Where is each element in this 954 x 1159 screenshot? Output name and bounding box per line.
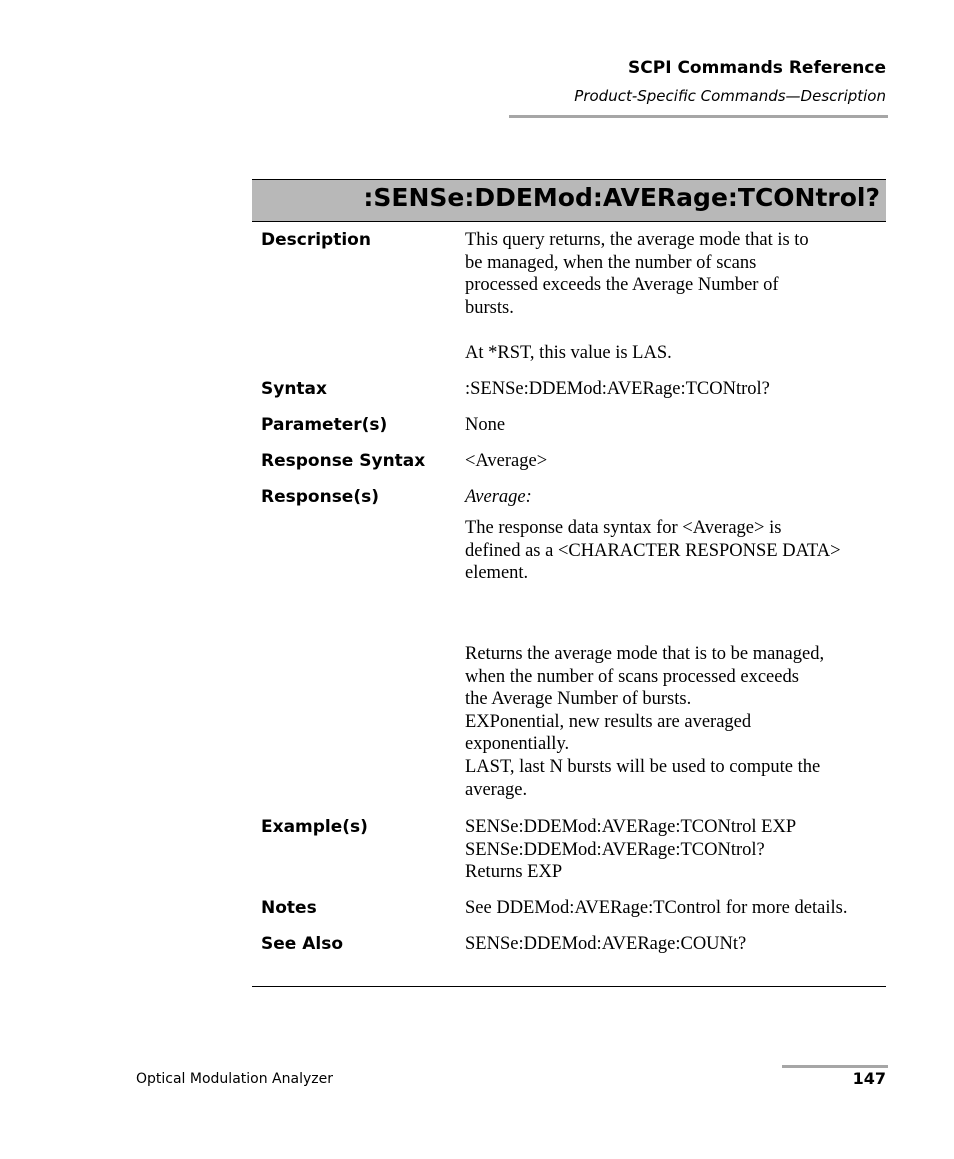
response-detail-line: Returns the average mode that is to be managed, [465, 644, 825, 664]
response-detail [465, 643, 885, 801]
description-text [465, 229, 885, 319]
reset-note [465, 342, 885, 365]
response-detail-line: average. [465, 779, 528, 800]
running-header-title: SCPI Commands Reference [628, 58, 886, 78]
examples-value [465, 816, 885, 884]
footer-rule [782, 1065, 888, 1068]
description-line: This query returns, the average mode that is to [465, 230, 809, 250]
see-also-label: See Also [261, 934, 344, 954]
response-syntax-value [465, 450, 885, 473]
reset-note-text: At *RST, this value is LAS. [465, 343, 672, 363]
parameters-label: Parameter(s) [261, 415, 388, 435]
response-syntax-line: defined as a <CHARACTER RESPONSE DATA> [465, 540, 841, 561]
response-name-text: Average: [465, 487, 532, 507]
page-number: 147 [852, 1069, 886, 1088]
response-name [465, 486, 885, 509]
response-detail-line: the Average Number of bursts. [465, 689, 692, 710]
table-bottom-rule [252, 986, 886, 987]
parameters-value [465, 414, 885, 437]
command-title: :SENSe:DDEMod:AVERage:TCONtrol? [363, 183, 880, 212]
syntax-label: Syntax [261, 379, 327, 399]
description-label: Description [261, 230, 371, 250]
response-detail-line: EXPonential, new results are averaged [465, 711, 752, 732]
header-rule [509, 115, 888, 118]
example-line: Returns EXP [465, 862, 563, 883]
example-line: SENSe:DDEMod:AVERage:TCONtrol? [465, 839, 765, 860]
notes-value [465, 897, 885, 920]
response-syntax-text: <Average> [465, 451, 548, 471]
parameters-text: None [465, 415, 506, 435]
notes-label: Notes [261, 898, 317, 918]
footer-product-name: Optical Modulation Analyzer [136, 1071, 333, 1087]
description-line: be managed, when the number of scans [465, 252, 757, 273]
examples-label: Example(s) [261, 817, 368, 837]
see-also-value [465, 933, 885, 956]
description-line: processed exceeds the Average Number of [465, 275, 779, 296]
description-line: bursts. [465, 297, 514, 318]
notes-text: See DDEMod:AVERage:TControl for more details. [465, 898, 848, 918]
response-detail-line: LAST, last N bursts will be used to compute the [465, 756, 821, 777]
response-detail-line: exponentially. [465, 734, 570, 755]
syntax-value [465, 378, 885, 401]
command-title-bar [252, 179, 886, 222]
see-also-text: SENSe:DDEMod:AVERage:COUNt? [465, 934, 747, 954]
running-header-subtitle: Product-Specific Commands—Description [574, 87, 886, 105]
response-detail-line: when the number of scans processed exceeds [465, 666, 799, 687]
responses-label: Response(s) [261, 487, 379, 507]
response-syntax-line: The response data syntax for <Average> is [465, 518, 782, 538]
response-syntax-line: element. [465, 563, 529, 584]
response-syntax-label: Response Syntax [261, 451, 426, 471]
example-line: SENSe:DDEMod:AVERage:TCONtrol EXP [465, 817, 797, 837]
syntax-text: :SENSe:DDEMod:AVERage:TCONtrol? [465, 379, 770, 399]
response-syntax-description [465, 517, 885, 585]
